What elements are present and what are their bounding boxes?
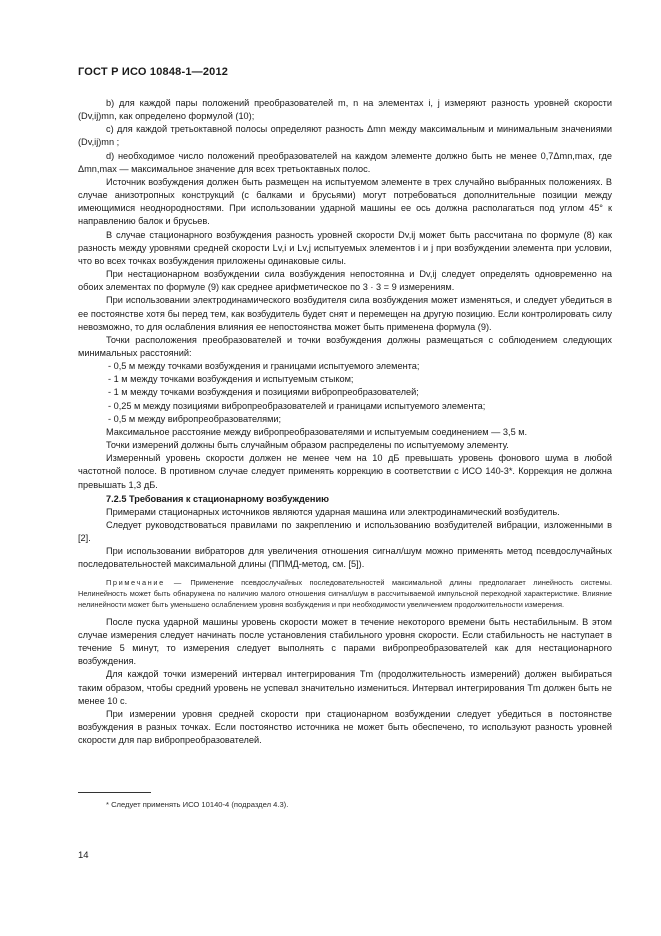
paragraph: b) для каждой пары положений преобразователей m, n на элементах i, j измеряют разность уровней скорости (Dv,ij)mn, как определено формулой (10);: [78, 98, 612, 122]
page-number: 14: [78, 850, 89, 861]
note-lead: Примечание —: [106, 577, 183, 587]
list-item: - 1 м между точками возбуждения и позициями вибропреобразователей;: [108, 387, 419, 398]
paragraph: При использовании вибраторов для увеличения отношения сигнал/шум можно применять метод псевдослучайных последовательностей максимальной длины (ППМД-метод, см. [5]).: [78, 546, 612, 570]
paragraph: Источник возбуждения должен быть размещен на испытуемом элементе в трех случайно выбранных положениях. В случае анизотропных конструкций (с балками и брусьями) могут потребоваться дополнительные позиции между имеющимися неоднородностями. При использовании ударной машины ее ось должна располагаться под углом 45° к направлению балок и брусьев.: [78, 176, 612, 227]
body-text: [78, 97, 612, 747]
list-item: - 0,5 м между вибропреобразователями;: [108, 413, 282, 424]
list-item: - 1 м между точками возбуждения и испытуемым стыком;: [108, 374, 354, 385]
paragraph: При измерении уровня средней скорости при стационарном возбуждении следует убедиться в постоянстве возбуждения в разных точках. Если постоянство источника не может быть обеспечено, то используют разность уровней скорости для пар вибропреобразователей.: [78, 708, 612, 746]
paragraph: Для каждой точки измерений интервал интегрирования Tm (продолжительность измерений) должен выбираться таким образом, чтобы средний уровень не успевал значительно измениться. Интервал интегрирования Tm должен быть не менее 10 с.: [78, 669, 612, 706]
paragraph: Примерами стационарных источников являются ударная машина или электродинамический возбудитель.: [106, 506, 560, 517]
paragraph: c) для каждой третьоктавной полосы определяют разность Δmn между максимальным и минимальным значениями (Dv,ij)mn ;: [78, 124, 612, 148]
standard-header: ГОСТ Р ИСО 10848-1—2012: [78, 66, 229, 78]
paragraph: В случае стационарного возбуждения разность уровней скорости Dv,ij может быть рассчитана по формуле (8) как разность между уровнями средней скорости Lv,i и Lv,j испытуемых элементов i и j при возбуждении элемента при условии, что во всех точках возбуждения приложены одинаковые силы.: [78, 229, 612, 266]
paragraph: d) необходимое число положений преобразователей на каждом элементе должно быть не менее 0,7Δmn,max, где Δmn,max — максимальное значение для всех третьоктавных полос.: [78, 150, 612, 174]
paragraph: Точки расположения преобразователей и точки возбуждения должны размещаться с соблюдением следующих минимальных расстояний:: [78, 334, 612, 358]
paragraph: Максимальное расстояние между вибропреобразователями и испытуемым соединением — 3,5 м.: [106, 426, 528, 437]
paragraph: Точки измерений должны быть случайным образом распределены по испытуемому элементу.: [106, 440, 509, 451]
note-text: Применение псевдослучайных последовательностей максимальной длины предполагает линейность системы. Нелинейность может быть обнаружена по наличию малого отношения сигнал/шум в рассчитываемой импульсной переходной характеристике. Влияние нелинейности может быть уменьшено ослаблением уровня возбуждения и при необходимости увеличением продолжительности измерения.: [78, 577, 612, 610]
paragraph: При нестационарном возбуждении сила возбуждения непостоянна и Dv,ij следует определять одновременно на обоих элементах по формуле (9) как среднее арифметическое по 3 · 3 = 9 измерениям.: [78, 269, 612, 293]
footnote: * Следует применять ИСО 10140-4 (подраздел 4.3).: [106, 800, 289, 809]
list-item: - 0,5 м между точками возбуждения и границами испытуемого элемента;: [108, 361, 420, 372]
section-heading: 7.2.5 Требования к стационарному возбуждению: [106, 493, 329, 504]
note: [78, 577, 612, 611]
list-item: - 0,25 м между позициями вибропреобразователей и границами испытуемого элемента;: [108, 400, 486, 411]
paragraph: После пуска ударной машины уровень скорости может в течение некоторого времени быть нестабильным. В этом случае измерения следует начинать после установления стабильного уровня скорости. Если стабильность не наступает в течение 5 минут, то измерения следует выполнять с парами вибропреобразователей как для нестационарного возбуждения.: [78, 616, 612, 667]
paragraph: Следует руководствоваться правилами по закреплению и использованию возбудителей вибрации, изложенными в [2].: [78, 520, 612, 544]
paragraph: При использовании электродинамического возбудителя сила возбуждения может изменяться, и следует убедиться в ее постоянстве хотя бы перед тем, как возбудитель будет снят и перемещен на другую позицию. Если контролировать силу невозможно, то для ослабления влияния ее непостоянства может быть применена формула (9).: [78, 295, 612, 332]
paragraph: Измеренный уровень скорости должен не менее чем на 10 дБ превышать уровень фонового шума в любой частотной полосе. В противном случае следует применять коррекцию в соответствии с ИСО 140-3*. Коррекция не должна превышать 1,3 дБ.: [78, 453, 612, 490]
footnote-rule: [78, 792, 151, 793]
